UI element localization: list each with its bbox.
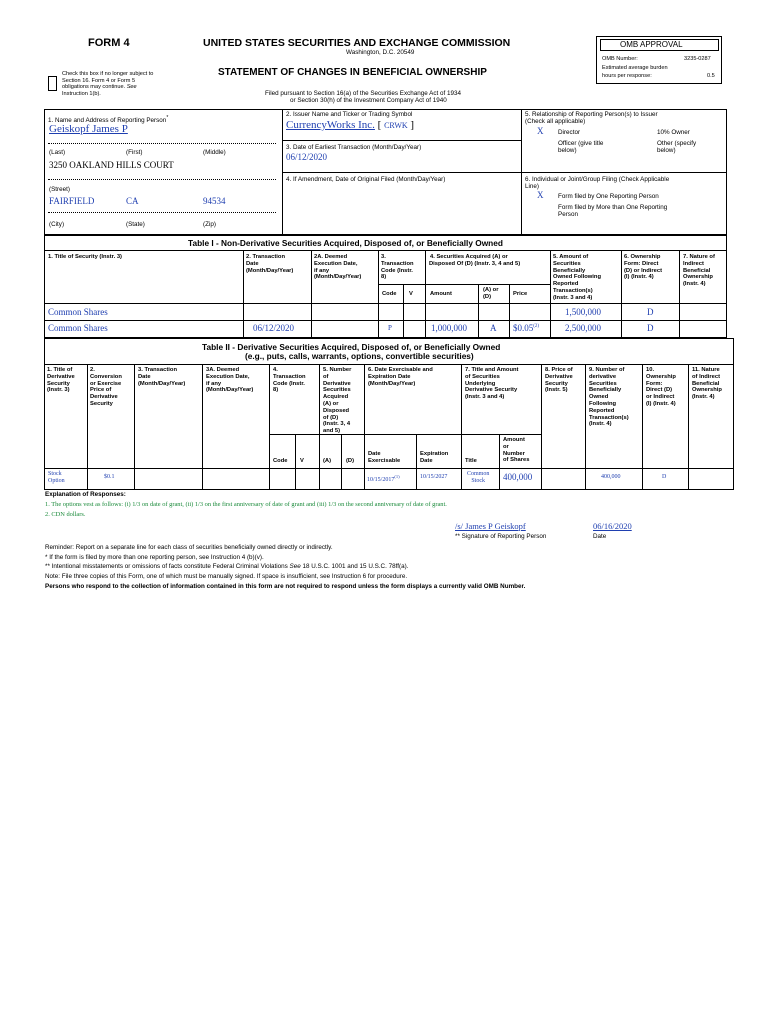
box4-label: 4. If Amendment, Date of Original Filed (Month/Day/Year) [286,176,446,183]
zip-value: 94534 [203,196,226,206]
more-persons-label: Form filed by More than One Reporting Person [558,204,668,219]
statement-title: STATEMENT OF CHANGES IN BENEFICIAL OWNERSHIP [218,67,487,78]
t1-col1-header: 1. Title of Security (Instr. 3) [48,254,122,260]
omb-number-value: 3235-0287 [684,56,711,62]
t2-d-header: (D) [346,458,355,464]
t1-row2-aod: A [490,323,497,333]
table-row: Common Shares [48,323,108,333]
box2-label: 2. Issuer Name and Ticker or Trading Symbol [286,111,413,118]
officer-label: Officer (give title below) [558,140,604,155]
footer-note-double-star: ** Intentional misstatements or omissions of facts constitute Federal Criminal Violations See 18 U.S.C. 1001 and 15 U.S.C. 78ff(a). [45,563,409,570]
t1-price-header: Price [513,291,528,297]
t2-c2-header: 2. Conversion or Exercise Price of Derivative Security [90,367,122,407]
agency-title: UNITED STATES SECURITIES AND EXCHANGE COMMISSION [203,37,511,49]
box3-label: 3. Date of Earliest Transaction (Month/Day/Year) [286,144,422,151]
omb-burden-value: 0.5 [707,73,715,79]
t2-c5-header: 5. Number of Derivative Securities Acquired (A) or Disposed of (D) (Instr. 3, 4 and 5) [323,367,352,435]
t1-col2-header: 2. Transaction Date (Month/Day/Year) [246,254,294,274]
omb-burden-label-1: Estimated average burden [602,65,668,71]
box5-label-2: (Check all applicable) [525,118,586,125]
t2-c4-header: 4. Transaction Code (Instr. 8) [273,367,306,394]
reporting-person-name[interactable]: Geiskopf James P [49,123,128,135]
t2-c9-header: 9. Number of derivative Securities Beneficially Owned Following Reported Transaction(s) (Instr. 4) [589,367,629,428]
earliest-transaction-date: 06/12/2020 [286,152,328,162]
explanation-note-1: 1. The options vest as follows: (i) 1/3 on date of grant, (ii) 1/3 on the first anniversary of date of grant and (iii) 1/3 on the second anniversary of date of grant. [45,501,447,508]
footer-omb-notice: Persons who respond to the collection of information contained in this form are not required to respond unless the form displays a currently valid OMB Number. [45,583,526,590]
first-name-label: (First) [126,149,143,156]
t2-a-header: (A) [323,458,332,464]
t1-col4-header: 4. Securities Acquired (A) or Disposed Of (D) (Instr. 3, 4 and 5) [429,254,521,267]
box5-label-1: 5. Relationship of Reporting Person(s) to Issuer [525,111,658,118]
filed-pursuant-line-1: Filed pursuant to Section 16(a) of the Securities Exchange Act of 1934 [265,90,462,97]
footer-reminder: Reminder: Report on a separate line for each class of securities beneficially owned directly or indirectly. [45,544,333,551]
t2-c11-header: 11. Nature of Indirect Beneficial Ownership (Instr. 4) [692,367,722,401]
omb-title: OMB APPROVAL [620,40,683,49]
t1-row1-form: D [647,307,654,317]
box6-label-2: Line) [525,183,540,190]
state-value: CA [126,196,139,206]
table2-title-1: Table II - Derivative Securities Acquired, Disposed of, or Beneficially Owned [202,342,501,352]
city-value: FAIRFIELD [49,196,95,206]
form-title: FORM 4 [88,37,130,49]
explanation-title: Explanation of Responses: [45,491,126,498]
box6-label-1: 6. Individual or Joint/Group Filing (Check Applicable [525,176,670,183]
t2-c1-header: 1. Title of Derivative Security (Instr. 3) [47,367,75,394]
city-label: (City) [49,221,65,228]
t2-c3a-header: 3A. Deemed Execution Date, if any (Month/Day/Year) [206,367,254,394]
t2-c7-header: 7. Title and Amount of Securities Underlying Derivative Security (Instr. 3 and 4) [465,367,519,401]
table-row: Common Shares [48,307,108,317]
t1-row2-price: $0.05$^{(2)}$ [513,323,540,333]
table-row: Stock Option [48,471,65,484]
t2-c3-header: 3. Transaction Date (Month/Day/Year) [138,367,186,387]
t2-amount-header: Amount or Number of Shares [503,437,530,464]
t1-row2-owned: 2,500,000 [565,323,601,333]
t2-conversion-price: $0.1 [104,474,115,480]
t1-aod-header: (A) or (D) [483,287,499,300]
t1-col5-header: 5. Amount of Securities Beneficially Owned Following Reported Transaction(s) (Instr. 3 and 4) [553,254,601,301]
t1-col2a-header: 2A. Deemed Execution Date, if any (Month/Day/Year) [314,254,362,281]
t2-underlying-amount: 400,000 [503,472,533,482]
t1-col3-header: 3. Transaction Code (Instr. 8) [381,254,414,281]
signature-date: 06/16/2020 [593,521,632,531]
one-person-check[interactable]: X [537,190,544,200]
zip-label: (Zip) [203,221,216,228]
t2-c10-header: 10. Ownership Form: Direct (D) or Indirect (I) (Instr. 4) [646,367,676,407]
t2-title-header: Title [465,458,477,464]
t1-col7-header: 7. Nature of Indirect Beneficial Ownership (Instr. 4) [683,254,715,288]
footer-note-star: * If the form is filed by more than one reporting person, see Instruction 4 (b)(v). [45,554,264,561]
footer-note-copies: Note: File three copies of this Form, one of which must be manually signed. If space is insufficient, see Instruction 6 for procedure. [45,573,408,580]
street-value: 3250 OAKLAND HILLS COURT [49,160,174,170]
t1-row2-amount: 1,000,000 [431,323,467,333]
t2-c8-header: 8. Price of Derivative Security (Instr. 5) [545,367,573,394]
checkbox-instructions: Check this box if no longer subject to Section 16. Form 4 or Form 5 obligations may continue. See Instruction 1(b). [62,71,154,97]
street-label: (Street) [49,186,70,193]
agency-location: Washington, D.C. 20549 [346,49,415,56]
filed-pursuant-line-2: or Section 30(h) of the Investment Company Act of 1940 [290,97,447,104]
signature-value: /s/ James P Geiskopf [455,521,526,531]
t2-underlying-title: Common Stock [467,471,490,484]
middle-name-label: (Middle) [203,149,226,156]
t1-v-header: V [409,291,413,297]
issuer-ticker[interactable]: CRWK [384,121,408,130]
t2-expiration-date: 10/15/2027 [420,474,448,480]
omb-number-label: OMB Number: [602,56,638,62]
t2-c6-header: 6. Date Exercisable and Expiration Date (Month/Day/Year) [368,367,433,387]
ten-percent-owner-label: 10% Owner [657,129,690,136]
no-longer-subject-checkbox[interactable] [48,76,57,91]
t2-date-exercisable: 10/15/2017$^{(1)}$ [367,474,400,483]
t1-col6-header: 6. Ownership Form: Direct (D) or Indirect (I) (Instr. 4) [624,254,663,281]
t2-owned-following: 400,000 [601,474,621,480]
issuer-line: CurrencyWorks Inc. [ CRWK ] [286,119,415,131]
director-label: Director [558,129,581,136]
t1-row1-owned: 1,500,000 [565,307,601,317]
other-label: Other (specify below) [657,140,697,155]
state-label: (State) [126,221,145,228]
table1-title: Table I - Non-Derivative Securities Acquired, Disposed of, or Beneficially Owned [188,238,503,248]
date-label: Date [593,533,607,540]
box1-label: 1. Name and Address of Reporting Person* [48,115,169,125]
t2-code-header: Code [273,458,288,464]
omb-burden-label-2: hours per response: [602,73,652,79]
issuer-name[interactable]: CurrencyWorks Inc. [286,119,375,131]
last-name-label: (Last) [49,149,66,156]
t2-ownership-form: D [662,474,667,480]
explanation-note-2: 2. CDN dollars. [45,511,86,518]
t1-row2-code: P [388,324,392,332]
t1-row2-form: D [647,323,654,333]
table2-title-2: (e.g., puts, calls, warrants, options, convertible securities) [245,351,474,361]
t2-v-header: V [300,458,304,464]
one-person-label: Form filed by One Reporting Person [558,193,659,200]
t2-date-exercisable-header: Date Exercisable [368,451,401,464]
t2-expiration-header: Expiration Date [420,451,449,464]
t1-amount-header: Amount [430,291,452,297]
t1-row2-date: 06/12/2020 [253,323,295,333]
signature-label: ** Signature of Reporting Person [455,533,547,540]
director-check[interactable]: X [537,126,544,136]
t1-code-header: Code [382,291,397,297]
